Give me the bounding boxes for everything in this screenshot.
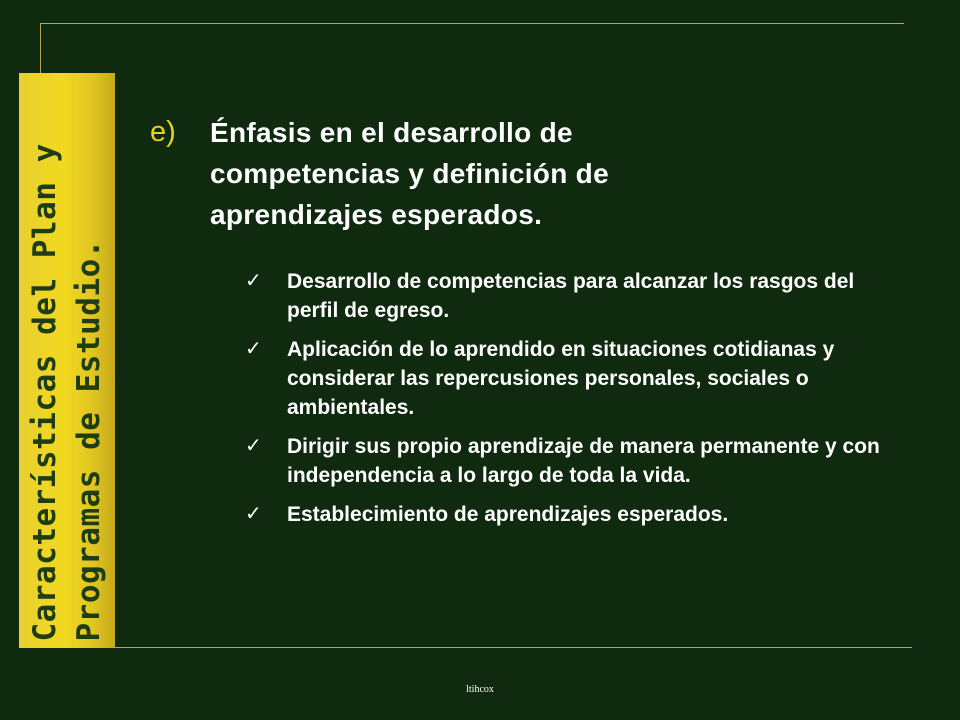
heading-marker: e) <box>150 116 176 148</box>
bottom-rule <box>48 647 912 648</box>
check-icon: ✓ <box>245 338 262 360</box>
bullet-text: Desarrollo de competencias para alcanzar los rasgos del perfil de egreso. <box>287 270 855 322</box>
bullet-text: Establecimiento de aprendizajes esperados. <box>287 503 729 526</box>
list-item <box>245 335 890 422</box>
check-icon: ✓ <box>245 503 262 525</box>
list-item <box>245 500 890 529</box>
side-title-line-1: Características del Plan y <box>27 143 63 642</box>
side-title-line-2: Programas de Estudio. <box>71 239 107 642</box>
check-icon: ✓ <box>245 435 262 457</box>
list-item <box>245 432 890 490</box>
top-rule <box>40 23 904 24</box>
side-title <box>19 73 115 648</box>
bullet-text: Aplicación de lo aprendido en situaciones cotidianas y considerar las repercusiones personales, sociales o ambientales. <box>287 338 835 419</box>
slide-heading <box>150 112 910 235</box>
bullet-list <box>245 267 890 539</box>
footer-label: ltihcox <box>466 684 494 695</box>
heading-text: Énfasis en el desarrollo de competencias y definición de aprendizajes esperados. <box>210 117 609 230</box>
check-icon: ✓ <box>245 270 262 292</box>
list-item <box>245 267 890 325</box>
bullet-text: Dirigir sus propio aprendizaje de manera permanente y con independencia a lo largo de toda la vida. <box>287 435 880 487</box>
